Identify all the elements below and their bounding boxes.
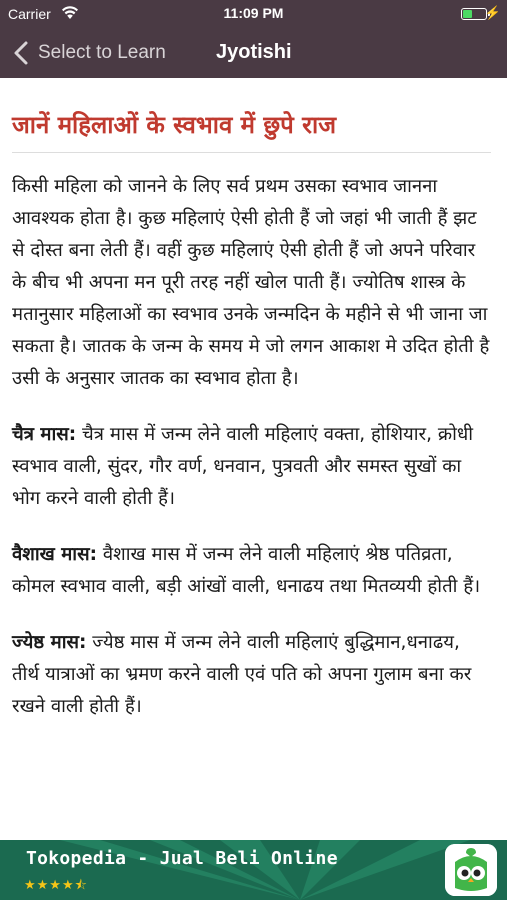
ad-banner[interactable] [0, 840, 507, 900]
bolt-icon: ⚡ [484, 5, 501, 20]
section-label: वैशाख मास: [12, 544, 97, 565]
status-bar [0, 0, 507, 28]
section-text: ज्येष्ठ मास में जन्म लेने वाली महिलाएं बुद्धिमान,धनाढय, तीर्थ यात्राओं का भ्रमण करने वाली एवं पति को अपना गुलाम बना कर रखने वाली होती हैं। [12, 632, 472, 717]
section-text: चैत्र मास में जन्म लेने वाली महिलाएं वक्ता, होशियार, क्रोधी स्वभाव वाली, सुंदर, गौर वर्ण, धनवान, पुत्रवती और समस्त सुखों का भोग करने वाली होती हैं। [12, 424, 474, 509]
owl-graphic [445, 844, 497, 896]
ad-rating-stars: ★★★★⯪ [24, 878, 88, 893]
article-content [0, 78, 507, 840]
section-jyeshtha [12, 627, 491, 723]
battery-icon [461, 8, 487, 20]
tokopedia-owl-icon[interactable] [445, 844, 497, 896]
ad-title: Tokopedia - Jual Beli Online [26, 848, 338, 869]
intro-paragraph: किसी महिला को जानने के लिए सर्व प्रथम उसका स्वभाव जानना आवश्यक होता है। कुछ महिलाएं ऐसी होती हैं जो जहां भी जाती हैं झट से दोस्त बना लेती हैं। वहीं कुछ महिलाएं ऐसी होती हैं जो अपने परिवार के बीच भी अपना मन पूरी तरह नहीं खोल पाती हैं। ज्योतिष शास्त्र के मतानुसार महिलाओं का स्वभाव उनके जन्मदिन के महीने से भी जाना जा सकता है। जातक के जन्म के समय मे जो लगन आकाश मे उदित होती है उसी के अनुसार जातक का स्वभाव होता है। [12, 176, 490, 389]
section-label: चैत्र मास: [12, 424, 77, 445]
chevron-left-icon [12, 40, 32, 66]
nav-title: Jyotishi [216, 41, 292, 63]
title-divider [12, 152, 491, 153]
battery-level [463, 10, 472, 18]
section-label: ज्येष्ठ मास: [12, 632, 87, 653]
section-chaitra [12, 419, 491, 515]
status-time: 11:09 PM [223, 5, 284, 21]
section-text: वैशाख मास में जन्म लेने वाली महिलाएं श्रेष्ठ पतिव्रता, कोमल स्वभाव वाली, बड़ी आंखों वाली, धनाढय तथा मितव्ययी होती हैं। [12, 544, 481, 597]
back-button[interactable] [12, 38, 166, 68]
article-title: जानें महिलाओं के स्वभाव में छुपे राज [12, 111, 336, 139]
navigation-bar [0, 28, 507, 78]
back-button-label: Select to Learn [38, 42, 166, 63]
carrier-label: Carrier [8, 6, 51, 22]
section-vaishakh [12, 539, 491, 603]
